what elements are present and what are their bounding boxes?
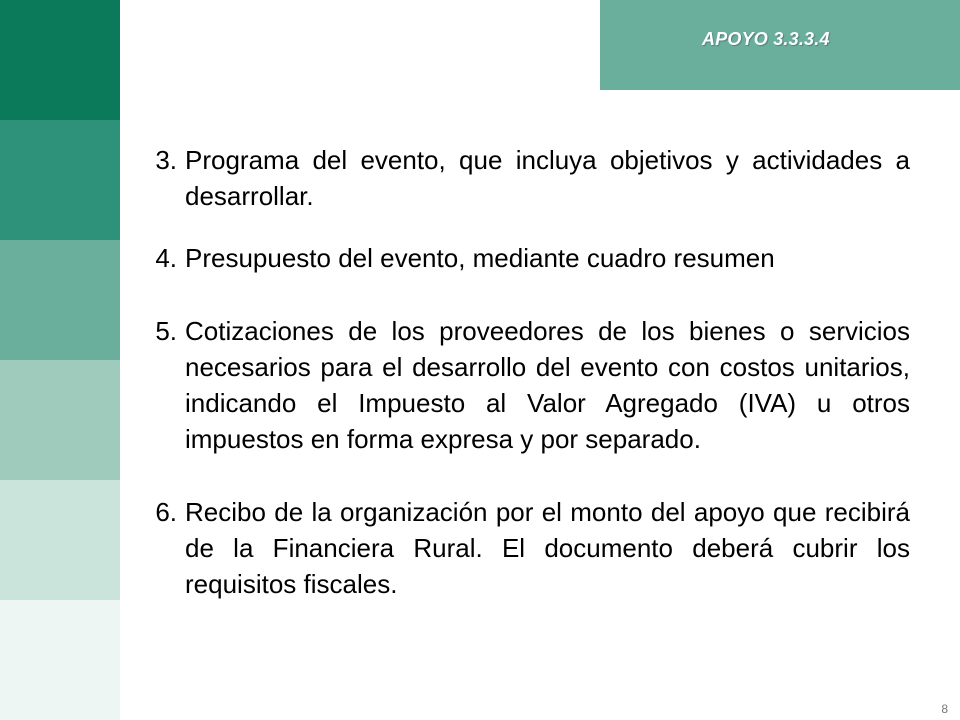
color-band-4	[0, 360, 120, 480]
item-number: 4.	[155, 243, 177, 273]
color-band-5	[0, 480, 120, 600]
list-item	[140, 313, 910, 457]
list-item	[140, 240, 910, 276]
item-number: 3.	[155, 145, 177, 175]
color-band-1	[0, 0, 120, 120]
requirements-list	[140, 142, 910, 602]
sidebar-color-bands	[0, 0, 120, 720]
header-box	[600, 0, 960, 90]
item-number: 6.	[155, 497, 177, 527]
page-number: 8	[941, 702, 948, 716]
color-band-2	[0, 120, 120, 240]
item-text: Presupuesto del evento, mediante cuadro resumen	[185, 243, 775, 273]
color-band-3	[0, 240, 120, 360]
item-number: 5.	[155, 316, 177, 346]
item-text: Programa del evento, que incluya objetivos y actividades a desarrollar.	[185, 145, 910, 211]
item-text: Recibo de la organización por el monto del apoyo que recibirá de la Financiera Rural. El documento deberá cubrir los requisitos fiscales.	[185, 497, 910, 599]
item-text: Cotizaciones de los proveedores de los bienes o servicios necesarios para el desarrollo del evento con costos unitarios, indicando el Impuesto al Valor Agregado (IVA) u otros impuestos en forma expresa y por separado.	[185, 316, 910, 454]
list-item	[140, 142, 910, 214]
header-title: APOYO 3.3.3.4	[702, 29, 830, 49]
color-band-6	[0, 600, 120, 720]
list-item	[140, 494, 910, 602]
